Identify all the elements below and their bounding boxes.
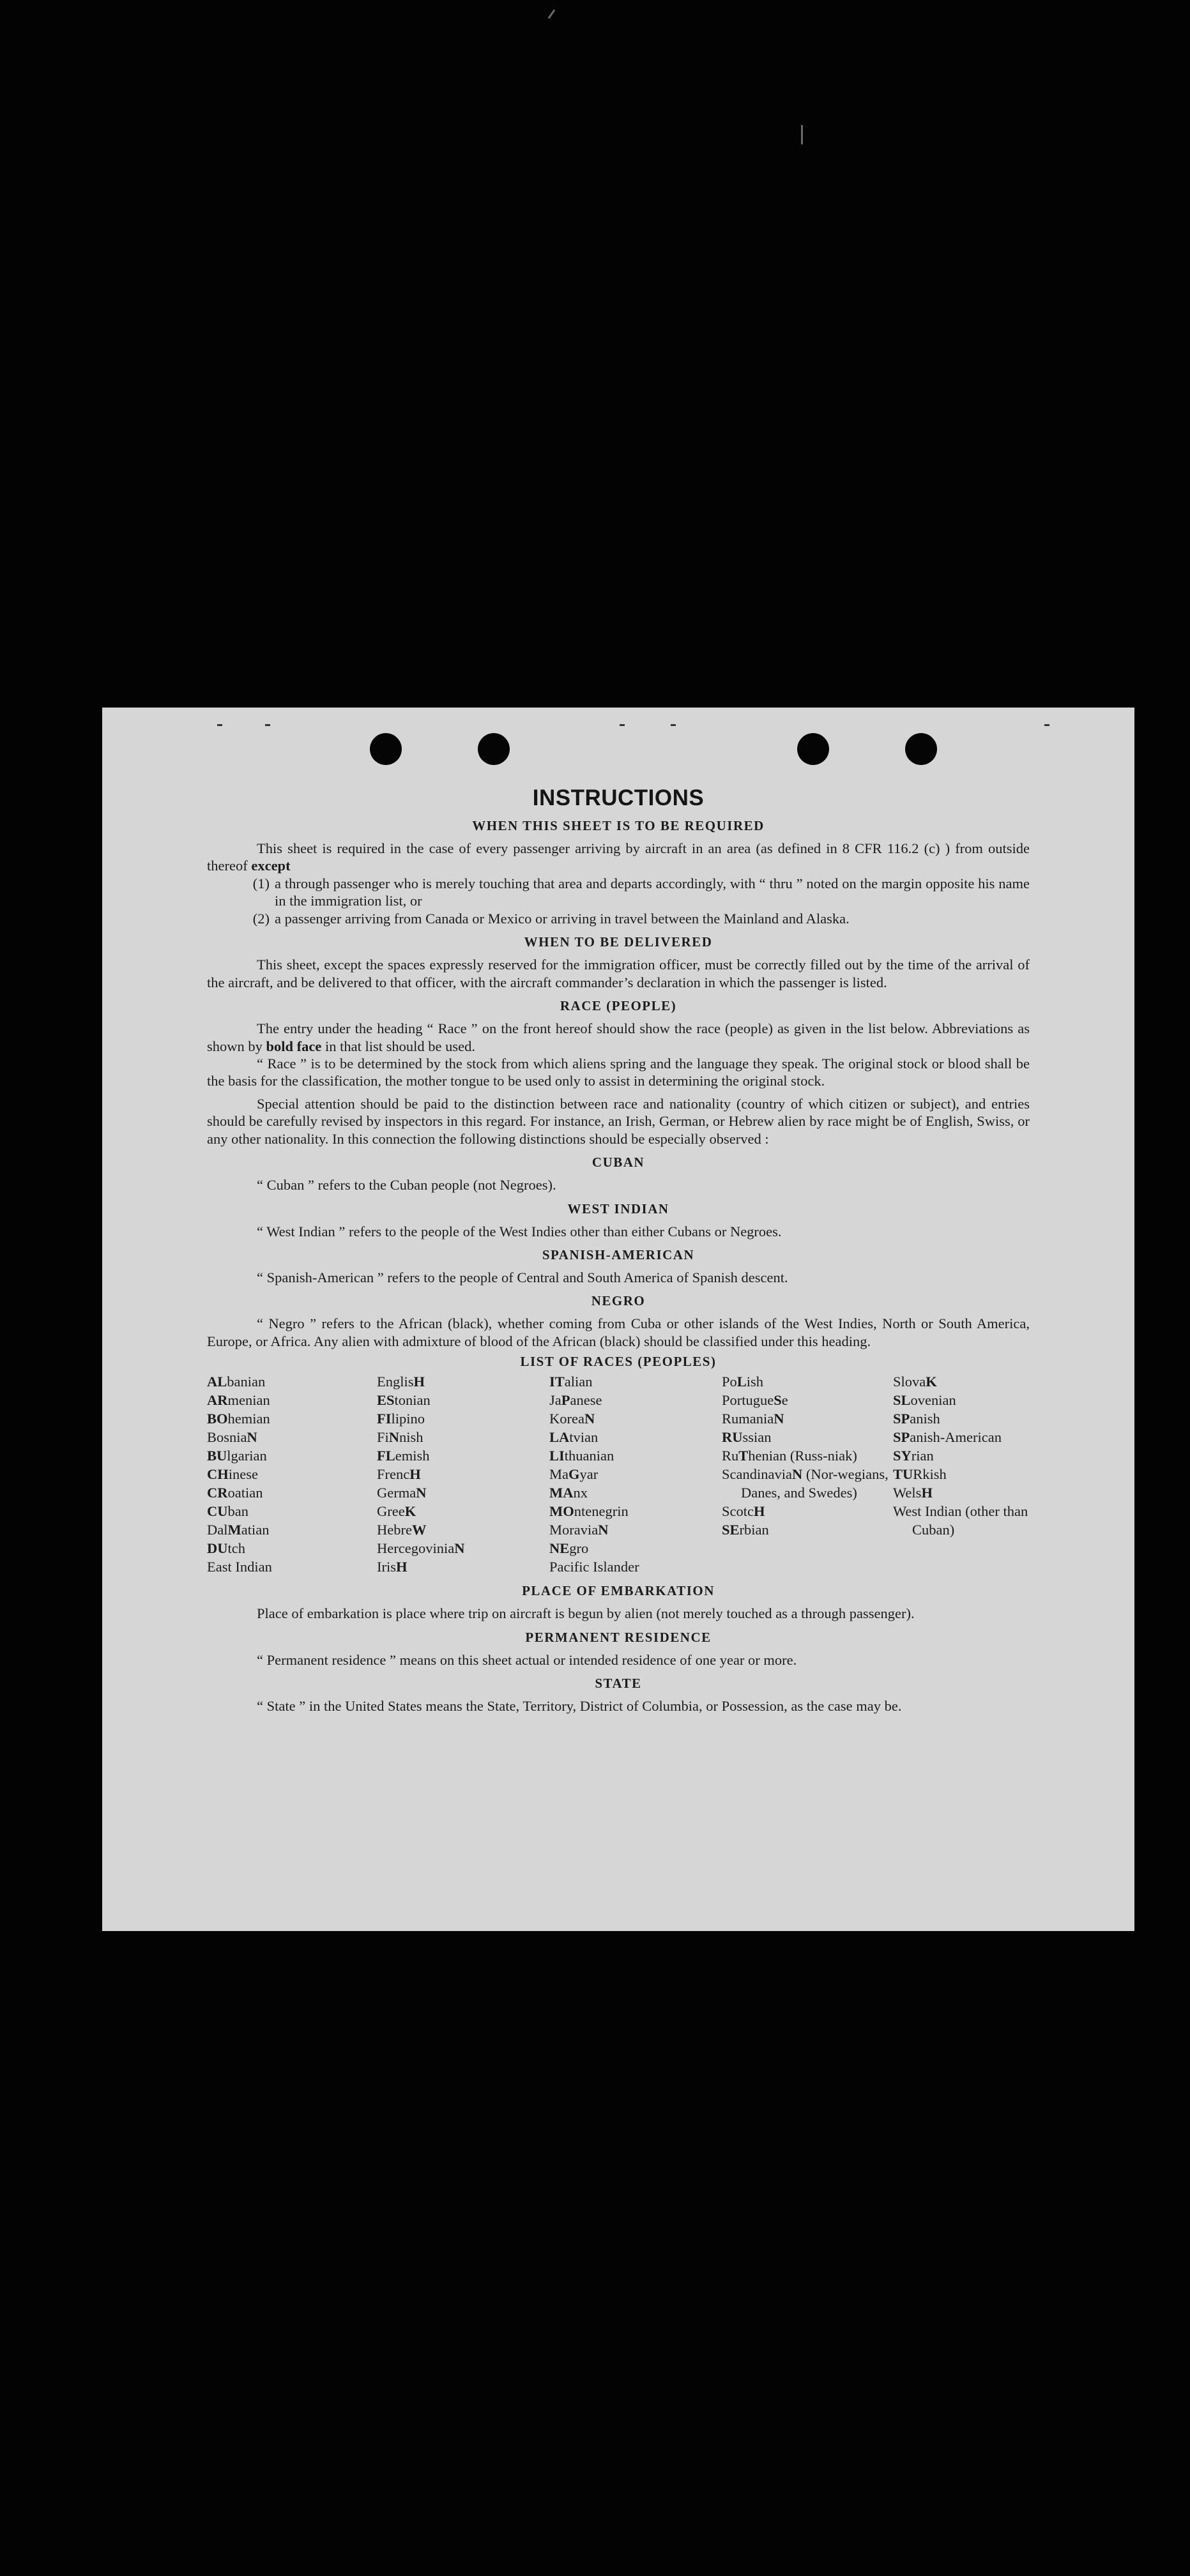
race-entry: CHinese (207, 1466, 258, 1483)
race-paragraph-3: Special attention should be paid to the distinction between race and nationality (country of which citizen or subject), and entries should be carefully revised by inspectors in this regard. For instance, an Irish, German, or Hebrew alien by race might be of English, Swiss, or any other nationality. In this connection the following distinctions should be especially observed : (207, 1095, 1030, 1147)
embarkation-heading: PLACE OF EMBARKATION (522, 1583, 715, 1599)
race-entry: NEgro (549, 1540, 589, 1557)
punch-hole (478, 733, 510, 765)
punch-hole (370, 733, 402, 765)
race-entry: HercegoviniaN (377, 1540, 465, 1557)
races-column-4 (722, 1372, 893, 1576)
race-entry: KoreaN (549, 1411, 595, 1427)
film-scratch (548, 10, 556, 19)
race-entry: RumaniaN (722, 1411, 784, 1427)
race-entry: EnglisH (377, 1374, 425, 1390)
race-entry: RuThenian (Russ-niak) (722, 1448, 857, 1464)
race-entry: ITalian (549, 1374, 593, 1390)
race-heading: RACE (PEOPLE) (560, 998, 677, 1014)
race-entry: FLemish (377, 1448, 430, 1464)
state-heading: STATE (595, 1676, 642, 1692)
race-entry: East Indian (207, 1559, 272, 1575)
exception-item-2: (2) a passenger arriving from Canada or Mexico or arriving in travel between the Mainland and Alaska. (252, 910, 850, 927)
race-entry: ScotcH (722, 1503, 765, 1520)
race-entry: FiNnish (377, 1429, 423, 1446)
races-column-1 (207, 1372, 377, 1576)
race-entry: ALbanian (207, 1374, 266, 1390)
when-delivered-text: This sheet, except the spaces expressly reserved for the immigration officer, must be correctly filled out by the time of the arrival of the aircraft, and be delivered to that officer, with the aircraft commander’s declaration in which the passenger is listed. (207, 957, 1030, 990)
spanish-american-text: “ Spanish-American ” refers to the people of Central and South America of Spanish descent. (257, 1269, 788, 1285)
race-entry: MoraviaN (549, 1522, 609, 1538)
race-entry: BosniaN (207, 1429, 257, 1446)
race-entry: BOhemian (207, 1411, 270, 1427)
race-entry: TURkish (893, 1466, 947, 1483)
film-scratch (801, 125, 803, 144)
race-entry: SlovaK (893, 1374, 937, 1390)
race-entry: FrencH (377, 1466, 421, 1483)
when-delivered-heading: WHEN TO BE DELIVERED (524, 934, 713, 950)
west-indian-heading: WEST INDIAN (567, 1201, 669, 1216)
punch-hole (797, 733, 829, 765)
race-entry: PortugueSe (722, 1392, 788, 1409)
race-entry: PoLish (722, 1374, 764, 1390)
race-entry: MaGyar (549, 1466, 599, 1483)
instruction-sheet (102, 708, 1134, 1931)
race-entry: SYrian (893, 1448, 934, 1464)
spanish-american-heading: SPANISH-AMERICAN (542, 1247, 695, 1262)
sheet-mark (671, 724, 676, 726)
race-entry: IrisH (377, 1559, 408, 1575)
race-entry: DUtch (207, 1540, 245, 1557)
when-required-intro: This sheet is required in the case of every passenger arriving by aircraft in an area (as defined in 8 CFR 116.2 (c) ) from outside thereof except (207, 840, 1030, 874)
races-column-3 (549, 1372, 722, 1576)
race-entry: MOntenegrin (549, 1503, 629, 1520)
races-list (207, 1372, 1030, 1576)
race-entry: Pacific Islander (549, 1559, 639, 1575)
negro-heading: NEGRO (591, 1293, 646, 1309)
race-entry: SPanish (893, 1411, 940, 1427)
race-entry: GreeK (377, 1503, 416, 1520)
race-entry: MAnx (549, 1485, 588, 1501)
when-required-heading: WHEN THIS SHEET IS TO BE REQUIRED (472, 818, 765, 833)
races-column-5 (893, 1372, 1030, 1576)
race-entry: CUban (207, 1503, 248, 1520)
sheet-content (207, 785, 1030, 1715)
race-entry: WelsH (893, 1485, 933, 1501)
race-entry: EStonian (377, 1392, 431, 1409)
race-entry: CRoatian (207, 1485, 263, 1501)
exception-item-1: (1) a through passenger who is merely touching that area and departs accordingly, with “ thru ” noted on the margin opposite his name in the immigration list, or (252, 875, 1030, 909)
race-entry: JaPanese (549, 1392, 602, 1409)
race-entry: SLovenian (893, 1392, 956, 1409)
race-paragraph-1: The entry under the heading “ Race ” on the front hereof should show the race (people) as given in the list below. Abbreviations as shown by bold face in that list should be used. (207, 1020, 1030, 1054)
race-entry: SErbian (722, 1522, 769, 1538)
race-entry: RUssian (722, 1429, 772, 1446)
race-entry: SPanish-American (893, 1429, 1002, 1446)
race-entry: GermaN (377, 1485, 427, 1501)
negro-text: “ Negro ” refers to the African (black), whether coming from Cuba or other islands of the West Indies, North or South America, Europe, or Africa. Any alien with admixture of blood of the African (black) should be classified under this heading. (207, 1315, 1030, 1349)
sheet-mark (620, 724, 625, 726)
races-list-heading: LIST OF RACES (PEOPLES) (520, 1354, 717, 1370)
punch-hole (905, 733, 937, 765)
west-indian-text: “ West Indian ” refers to the people of the West Indies other than either Cubans or Negroes. (257, 1223, 782, 1239)
race-entry: LIthuanian (549, 1448, 614, 1464)
page-title: INSTRUCTIONS (532, 785, 705, 810)
cuban-text: “ Cuban ” refers to the Cuban people (not Negroes). (257, 1177, 556, 1193)
state-text: “ State ” in the United States means the State, Territory, District of Columbia, or Possession, as the case may be. (257, 1698, 902, 1715)
race-entry: DalMatian (207, 1522, 270, 1538)
sheet-mark (265, 724, 270, 726)
residence-heading: PERMANENT RESIDENCE (525, 1629, 712, 1645)
race-entry: ScandinaviaN (Nor-wegians, Danes, and Swedes) (722, 1466, 889, 1501)
race-entry: BUlgarian (207, 1448, 267, 1464)
race-entry: ARmenian (207, 1392, 270, 1409)
residence-text: “ Permanent residence ” means on this sheet actual or intended residence of one year or more. (257, 1651, 797, 1668)
race-entry: LAtvian (549, 1429, 599, 1446)
races-column-2 (377, 1372, 549, 1576)
cuban-heading: CUBAN (591, 1155, 645, 1171)
race-entry: HebreW (377, 1522, 427, 1538)
sheet-mark (1044, 724, 1049, 726)
sheet-mark (217, 724, 222, 726)
race-entry: FIlipino (377, 1411, 425, 1427)
race-paragraph-2: “ Race ” is to be determined by the stock from which aliens spring and the language they speak. The original stock or blood shall be the basis for the classification, the mother tongue to be used only to assist in determining the original stock. (207, 1055, 1030, 1089)
race-entry: West Indian (other than Cuban) (893, 1503, 1028, 1538)
embarkation-text: Place of embarkation is place where trip on aircraft is begun by alien (not merely touched as a through passenger). (257, 1605, 915, 1622)
